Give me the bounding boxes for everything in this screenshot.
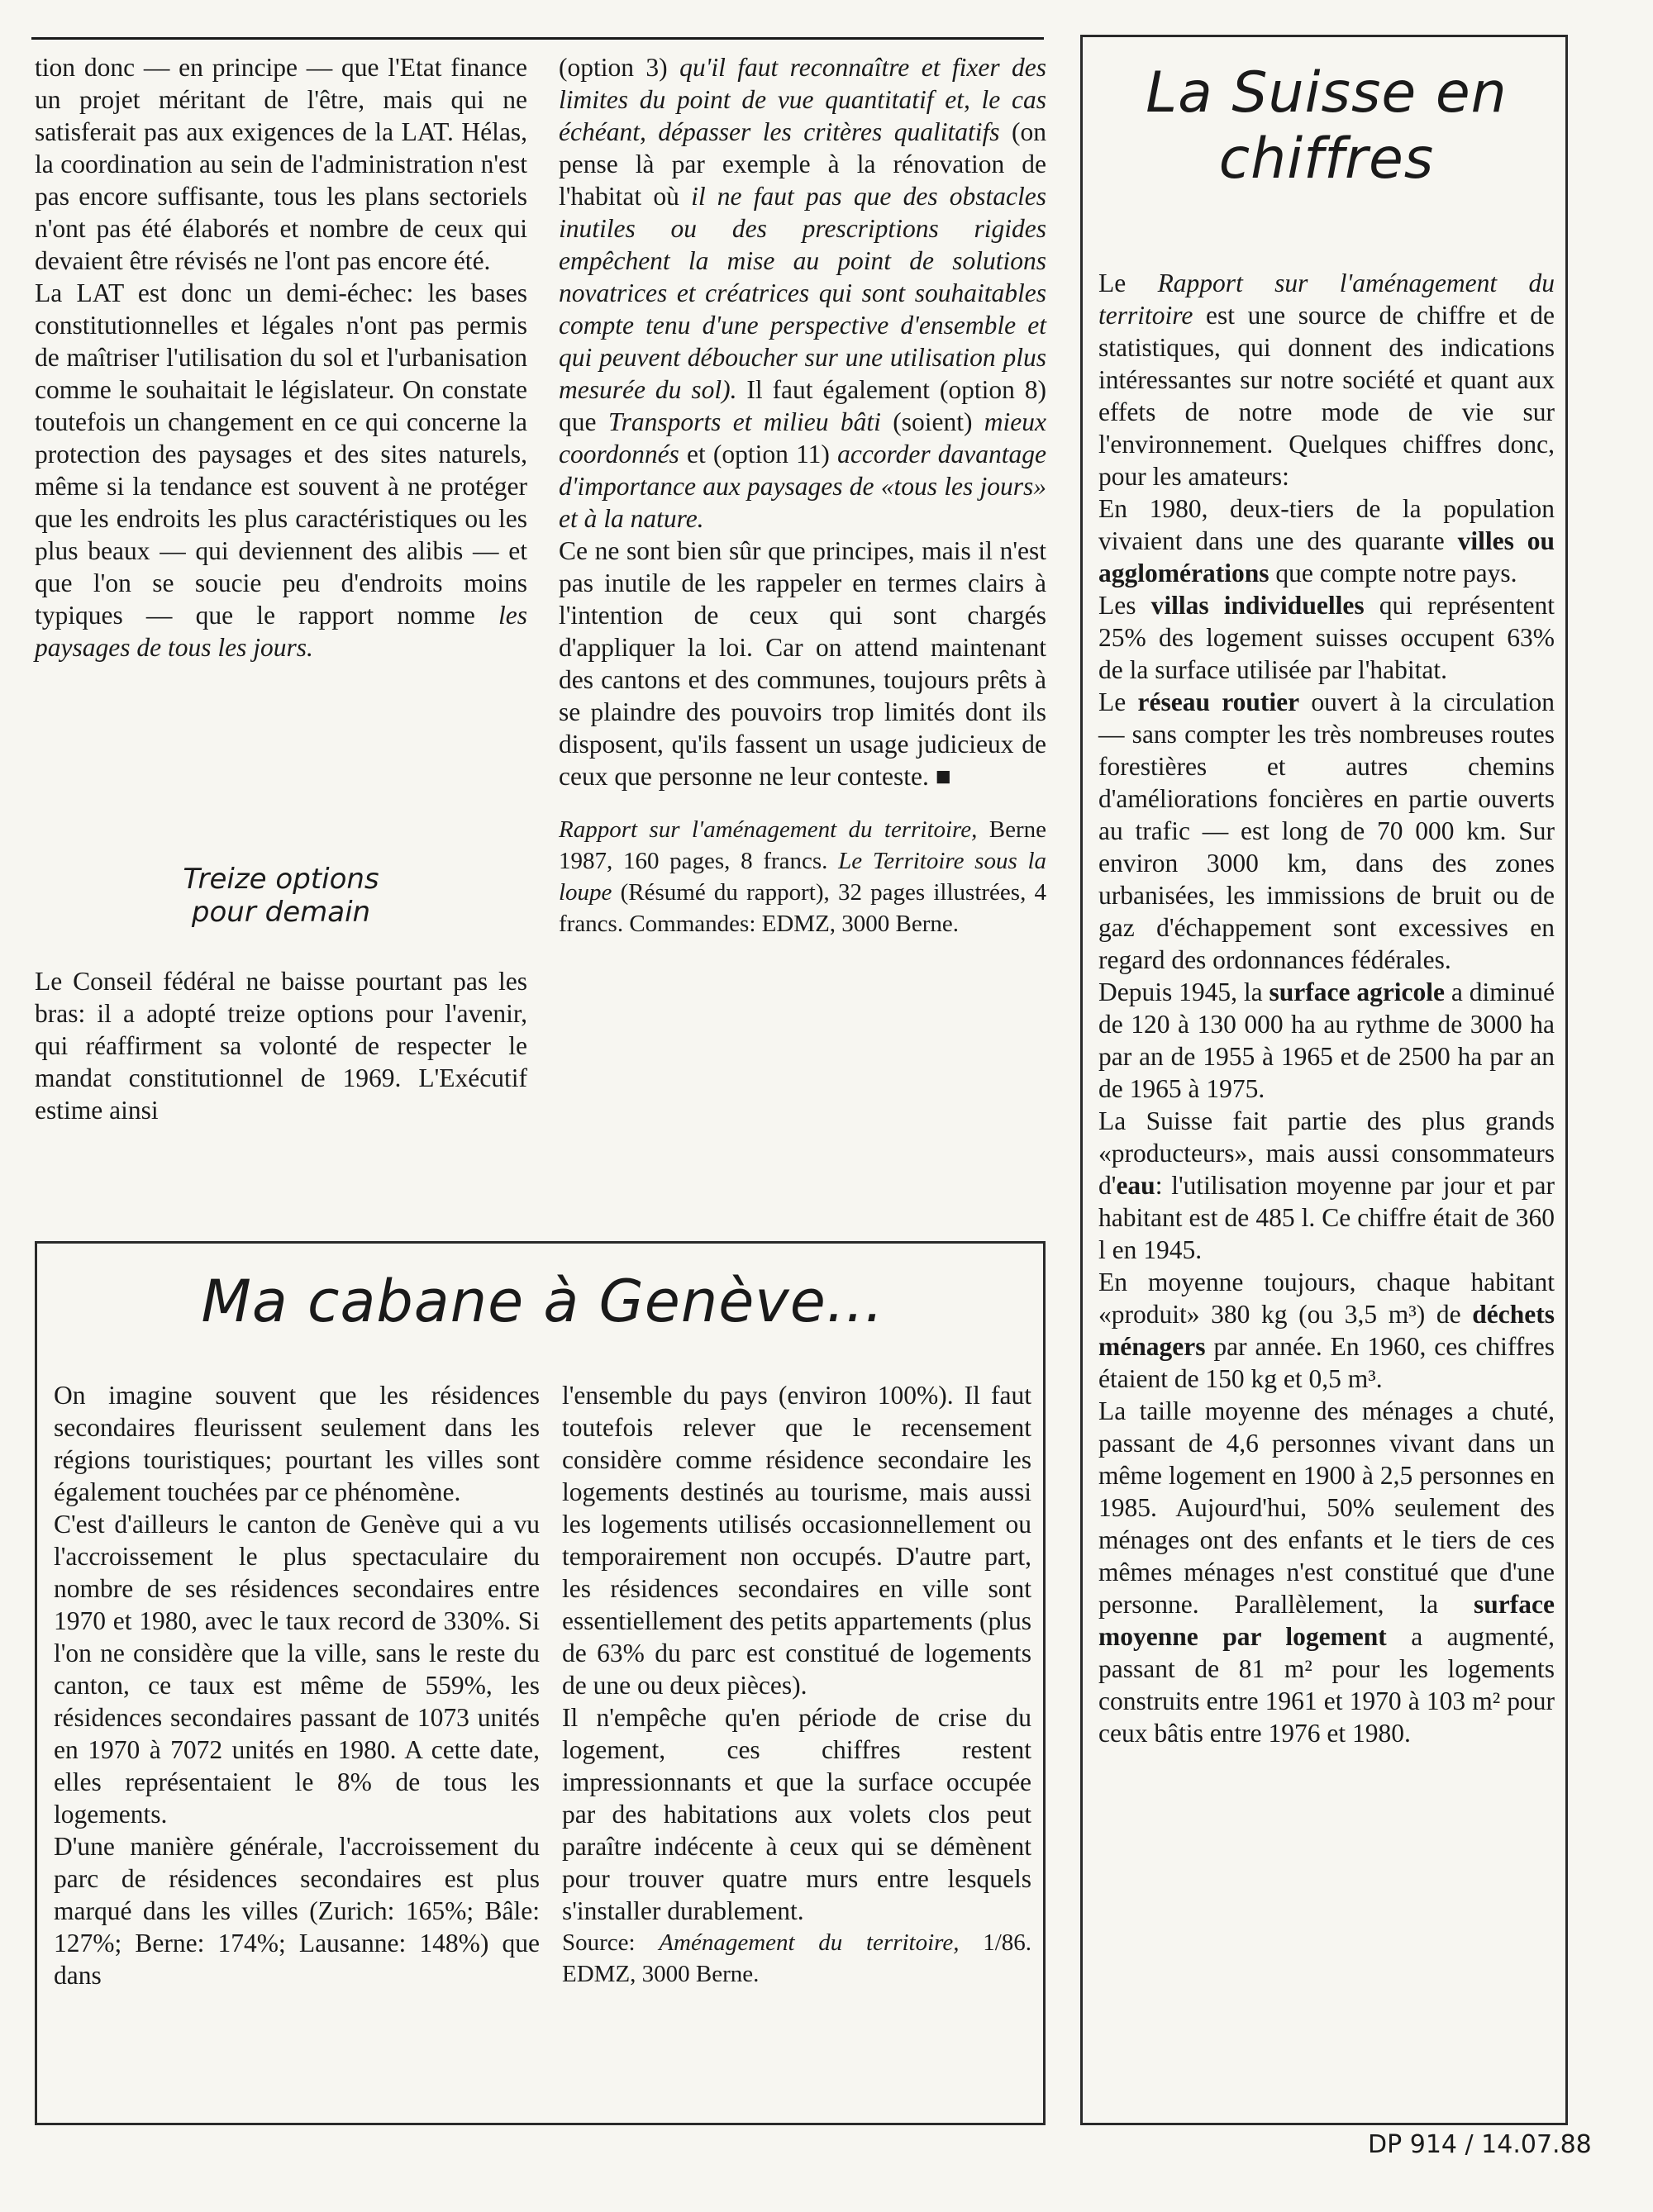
box-title: [1083, 60, 1570, 193]
paragraph: Le Rapport sur l'aménagement du territoire est une source de chiffre et de statistiques, qui donnent des indications intéressantes sur notre société et quant aux effets de notre mode de vie sur l'environnement. Quelques chiffres donc, pour les amateurs:: [1098, 269, 1555, 491]
top-rule: [31, 37, 1044, 40]
paragraph: Il n'empêche qu'en période de crise du logement, ces chiffres restent impressionnants et que la surface occupée par des habitations aux volets clos peut paraître indécente à ceux qui se démènent pour trouver quatre murs entre lesquels s'installer durablement.: [562, 1703, 1031, 1925]
paragraph: En moyenne toujours, chaque habitant «produit» 380 kg (ou 3,5 m³) de déchets ménagers par année. En 1960, ces chiffres étaient de 150 kg et 0,5 m³.: [1098, 1268, 1555, 1393]
paragraph: tion donc — en principe — que l'Etat finance un projet méritant de l'être, mais qui ne satisferait pas aux exigences de la LAT. Hélas, la coordination au sein de l'administration n'est pas encore suffisante, tous les plans sectoriels n'ont pas été élaborés et nombre de ceux qui devaient être révisés ne l'ont pas encore été.: [35, 53, 527, 275]
box-suisse-column: [1098, 267, 1555, 1749]
source-note: Source: Aménagement du territoire, 1/86. EDMZ, 3000 Berne.: [562, 1929, 1031, 1987]
paragraph: En 1980, deux-tiers de la population vivaient dans une des quarante villes ou agglomérations que compte notre pays.: [1098, 494, 1555, 587]
paragraph: La taille moyenne des ménages a chuté, passant de 4,6 personnes vivant dans un même logement en 1900 à 2,5 personnes en 1985. Aujourd'hui, 50% seulement des ménages ont des enfants et le tiers de ces mêmes ménages n'est constitué que d'une personne. Parallèlement, la surface moyenne par logement a augmenté, passant de 81 m² pour les logements construits entre 1961 et 1970 à 103 m² pour ceux bâtis entre 1976 et 1980.: [1098, 1396, 1555, 1748]
article-column-2: [559, 51, 1046, 940]
box-la-suisse-en-chiffres: [1080, 35, 1568, 2125]
subheading-line: Treize options: [183, 863, 379, 896]
paragraph: Depuis 1945, la surface agricole a diminué de 120 à 130 000 ha au rythme de 3000 ha par an de 1955 à 1965 et de 2500 ha par an de 1965 à 1975.: [1098, 978, 1555, 1103]
end-mark: ■: [935, 762, 951, 791]
source-note: Rapport sur l'aménagement du territoire, Berne 1987, 160 pages, 8 francs. Le Territoire sous la loupe (Résumé du rapport), 32 pages illustrées, 4 francs. Commandes: EDMZ, 3000 Berne.: [559, 816, 1047, 937]
paragraph: (option 3) qu'il faut reconnaître et fixer des limites du point de vue quantitatif et, le cas échéant, dépasser les critères qualitatifs (on pense là par exemple à la rénovation de l'habitat où il ne faut pas que des obstacles inutiles ou des prescriptions rigides empêchent la mise au point de solutions novatrices et créatrices qui sont souhaitables compte tenu d'une perspective d'ensemble et qui peuvent déboucher sur une utilisation plus mesurée du sol). Il faut également (option 8) que Transports et milieu bâti (soient) mieux coordonnés et (option 11) accorder davantage d'importance aux paysages de «tous les jours» et à la nature.: [559, 53, 1047, 533]
subheading-treize-options: [132, 863, 430, 929]
box-title: Ma cabane à Genève...: [201, 1268, 884, 1335]
page-footer: DP 914 / 14.07.88: [1368, 2130, 1592, 2159]
article-column-1: [35, 51, 527, 664]
paragraph: On imagine souvent que les résidences secondaires fleurissent seulement dans les régions touristiques; pourtant les villes sont également touchées par ce phénomène.: [54, 1381, 540, 1506]
title-line: chiffres: [1218, 126, 1435, 192]
article-column-1-continued: [35, 965, 527, 1126]
paragraph: La LAT est donc un demi-échec: les bases constitutionnelles et légales n'ont pas permis de maîtriser l'utilisation du sol et l'urbanisation comme le souhaitait le législateur. On constate toutefois un changement en ce qui concerne la protection des paysages et des sites naturels, même si la tendance est souvent à ne protéger que les endroits les plus caractéristiques ou les plus beaux — qui deviennent des alibis — et que l'on se soucie peu d'endroits moins typiques — que le rapport nomme les paysages de tous les jours.: [35, 278, 528, 662]
paragraph: Le réseau routier ouvert à la circulation — sans compter les très nombreuses routes forestières et autres chemins d'améliorations foncières en partie ouverts au trafic — est long de 70 000 km. Sur environ 3000 km, dans des zones urbanisées, les immissions de bruit ou de gaz d'échappement sont excessives en regard des ordonnances fédérales.: [1098, 687, 1555, 974]
paragraph: l'ensemble du pays (environ 100%). Il faut toutefois relever que le recensement considère comme résidence secondaire les logements destinés au tourisme, mais aussi les logements utilisés occasionnellement ou temporairement non occupés. D'autre part, les résidences secondaires en ville sont essentiellement des petits appartements (plus de 63% du parc est constitué de logements de une ou deux pièces).: [562, 1381, 1031, 1700]
paragraph: C'est d'ailleurs le canton de Genève qui a vu l'accroissement le plus spectaculaire du nombre de ses résidences secondaires entre 1970 et 1980, avec le taux record de 330%. Si l'on ne considère que la ville, sans le reste du canton, ce taux est même de 559%, les résidences secondaires passant de 1073 unités en 1970 à 7072 unités en 1980. A cette date, elles représentaient le 8% de tous les logements.: [54, 1510, 540, 1829]
subheading-line: pour demain: [191, 896, 371, 929]
paragraph: Les villas individuelles qui représentent 25% des logement suisses occupent 63% de la surface utilisée par l'habitat.: [1098, 591, 1555, 684]
box-geneve-column-2: [562, 1379, 1031, 1990]
paragraph: Ce ne sont bien sûr que principes, mais il n'est pas inutile de les rappeler en termes clairs à l'intention de ceux qui sont chargés d'appliquer la loi. Car on attend maintenant des cantons et des communes, toujours prêts à se plaindre des pouvoirs trop limités dont ils disposent, qu'ils fassent un usage judicieux de ceux que personne ne leur conteste. ■: [559, 536, 1046, 791]
box-ma-cabane-a-geneve: [35, 1241, 1046, 2125]
paragraph: D'une manière générale, l'accroissement du parc de résidences secondaires est plus marqué dans les villes (Zurich: 165%; Bâle: 127%; Berne: 174%; Lausanne: 148%) que dans: [54, 1832, 540, 1990]
paragraph: La Suisse fait partie des plus grands «producteurs», mais aussi consommateurs d'eau: l'utilisation moyenne par jour et par habitant est de 485 l. Ce chiffre était de 360 l en 1945.: [1098, 1106, 1555, 1264]
box-geneve-column-1: [54, 1379, 540, 1991]
title-line: La Suisse en: [1146, 60, 1508, 126]
paragraph: Le Conseil fédéral ne baisse pourtant pas les bras: il a adopté treize options pour l'avenir, qui réaffirment sa volonté de respecter le mandat constitutionnel de 1969. L'Exécutif estime ainsi: [35, 967, 527, 1125]
